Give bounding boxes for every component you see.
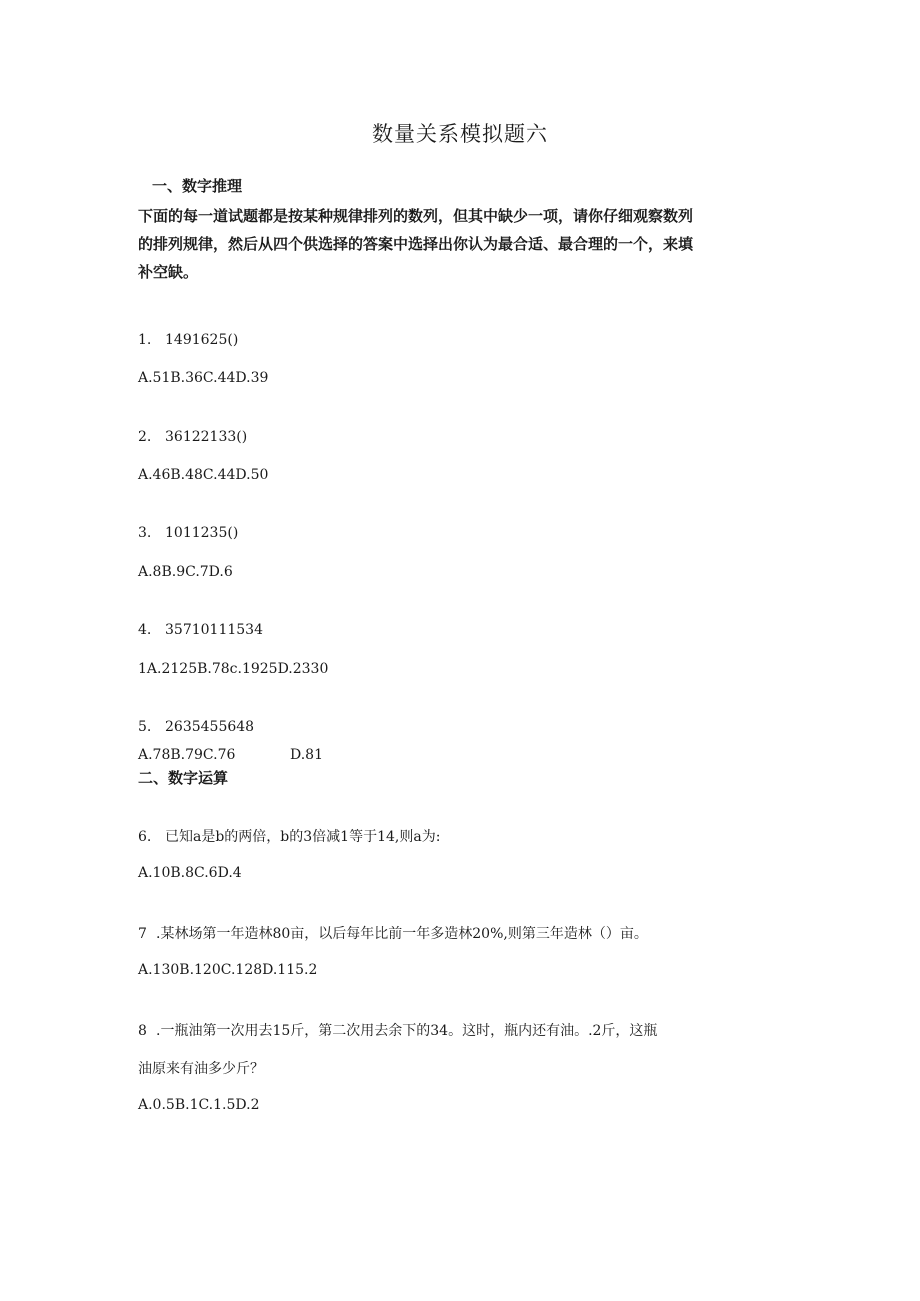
question-number: 2. <box>138 429 152 445</box>
intro-line: 补空缺。 <box>138 263 199 281</box>
question-stem: 1491625() <box>165 332 239 348</box>
question-1-options: A.51B.36C.44D.39 <box>138 370 269 386</box>
question-stem: .一瓶油第一次用去15斤，第二次用去余下的34。这时，瓶内还有油。.2斤，这瓶 <box>156 1023 658 1039</box>
question-4-options: 1A.2125B.78c.1925D.2330 <box>138 661 329 677</box>
section-intro <box>138 202 788 286</box>
question-stem: 35710111534 <box>165 622 263 638</box>
question-5 <box>138 719 254 735</box>
question-7 <box>138 923 648 943</box>
section-heading-number-reasoning: 一、数字推理 <box>152 177 243 195</box>
question-6-options: A.10B.8C.6D.4 <box>138 865 242 881</box>
question-8-options: A.0.5B.1C.1.5D.2 <box>138 1097 260 1113</box>
question-1 <box>138 332 238 348</box>
question-4 <box>138 622 263 638</box>
question-number: 3. <box>138 525 152 541</box>
page-title: 数量关系模拟题六 <box>372 122 548 146</box>
question-number: 6. <box>138 829 152 845</box>
question-stem: 已知a是b的两倍，b的3倍减1等于14,则a为: <box>165 829 441 845</box>
question-2 <box>138 429 247 445</box>
question-5-option-d: D.81 <box>290 747 323 763</box>
question-8 <box>138 1020 657 1040</box>
intro-line: 下面的每一道试题都是按某种规律排列的数列，但其中缺少一项，请你仔细观察数列 <box>138 207 694 225</box>
question-3 <box>138 525 238 541</box>
question-stem: 2635455648 <box>165 719 255 735</box>
question-5-options: A.78B.79C.76 <box>138 747 236 763</box>
question-stem: .某林场第一年造林80亩，以后每年比前一年多造林20%,则第三年造林（）亩。 <box>156 926 648 942</box>
question-number: 8 <box>138 1023 147 1039</box>
question-number: 5. <box>138 719 152 735</box>
question-8-continuation: 油原来有油多少斤？ <box>138 1061 264 1077</box>
section-heading-number-operations: 二、数字运算 <box>138 769 229 787</box>
question-stem: 36122133() <box>165 429 248 445</box>
question-2-options: A.46B.48C.44D.50 <box>138 467 269 483</box>
question-number: 7 <box>138 926 147 942</box>
intro-line: 的排列规律，然后从四个供选择的答案中选择出你认为最合适、最合理的一个，来填 <box>138 235 694 253</box>
question-7-options: A.130B.120C.128D.115.2 <box>138 962 318 978</box>
question-number: 1. <box>138 332 152 348</box>
question-number: 4. <box>138 622 152 638</box>
question-6 <box>138 826 440 846</box>
question-3-options: A.8B.9C.7D.6 <box>138 564 233 580</box>
question-stem: 1011235() <box>165 525 239 541</box>
